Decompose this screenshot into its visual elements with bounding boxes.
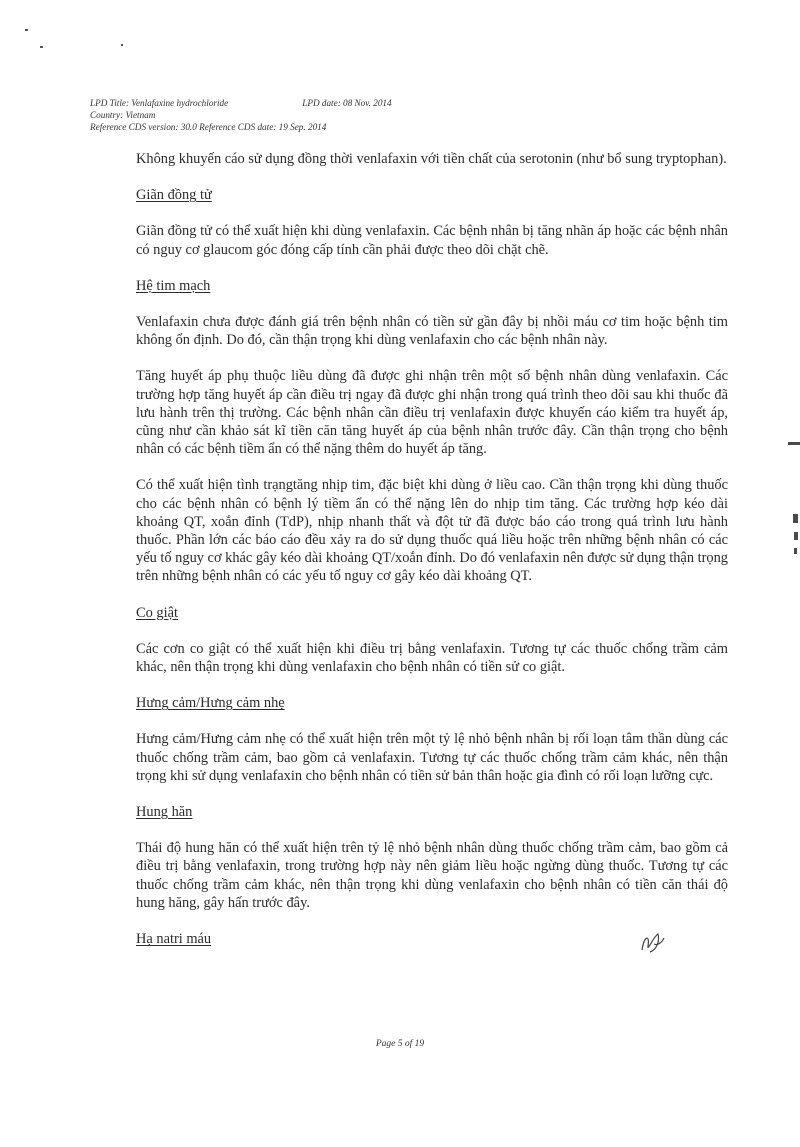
paragraph: Có thể xuất hiện tình trạngtăng nhịp tim, đặc biệt khi dùng ở liều cao. Cần thận trọng khi dùng thuốc cho các bệnh nhân có bệnh lý tiềm ẩn có thể nặng lên do nhịp tim tăng. Các trường hợp kéo dài khoảng QT, xoắn đỉnh (TdP), nhịp nhanh thất và đột tử đã được báo cáo trong quá trình lưu hành thuốc. Phần lớn các báo cáo đều xảy ra do sử dụng thuốc quá liều hoặc trên những bệnh nhân có các yếu tố nguy cơ khác gây kéo dài khoảng QT/xoắn đỉnh. Do đó venlafaxin nên được sử dụng thận trọng trên những bệnh nhân có các yếu tố nguy cơ gây kéo dài khoảng QT. [136,477,728,585]
country: Country: Vietnam [90,110,156,120]
paragraph: Thái độ hung hăn có thể xuất hiện trên tỷ lệ nhỏ bệnh nhân dùng thuốc chống trầm cảm, bao gồm cả điều trị bằng venlafaxin, trong trường hợp này nên giảm liều hoặc ngừng dùng thuốc. Tương tự các thuốc chống trầm cảm khác, nên thận trọng khi dùng venlafaxin cho bệnh nhân có tiền căn thái độ hung hăng, gây hấn trước đây. [136,840,728,911]
section-heading-cardiovascular: Hệ tim mạch [136,277,211,294]
page-number: Page 5 of 19 [375,1039,425,1049]
lpd-title: LPD Title: Venlafaxine hydrochloride [90,98,229,108]
section-heading-mania: Hưng cảm/Hưng cảm nhẹ [136,695,285,712]
lpd-date: LPD date: 08 Nov. 2014 [302,98,392,108]
section-heading-seizures: Co giật [136,604,178,621]
intro-paragraph: Không khuyến cáo sử dụng đồng thời venlafaxin với tiền chất của serotonin (như bổ sung tryptophan). [136,151,727,167]
scan-edge-mark [794,532,798,540]
scan-speck [121,44,123,46]
scan-edge-mark [788,442,800,445]
document-header [90,97,510,133]
paragraph: Hưng cảm/Hưng cảm nhẹ có thể xuất hiện trên một tỷ lệ nhỏ bệnh nhân bị rối loạn tâm thần dùng các thuốc chống trầm cảm, bao gồm cả venlafaxin. Tương tự các thuốc chống trầm cảm khác, nên thận trọng khi sử dụng venlafaxin cho bệnh nhân có tiền sử bản thân hoặc gia đình có rối loạn lưỡng cực. [136,731,728,784]
paragraph: Giãn đồng tử có thể xuất hiện khi dùng venlafaxin. Các bệnh nhân bị tăng nhãn áp hoặc các bệnh nhân có nguy cơ glaucom góc đóng cấp tính cần phải được theo dõi chặt chẽ. [136,223,728,258]
paragraph: Venlafaxin chưa được đánh giá trên bệnh nhân có tiền sử gần đây bị nhồi máu cơ tim hoặc bệnh tim không ổn định. Do đó, cần thận trọng khi dùng venlafaxin cho các bệnh nhân này. [136,314,728,349]
scan-speck [40,46,43,48]
scan-edge-mark [793,514,798,523]
section-heading-mydriasis: Giãn đồng tử [136,187,212,204]
section-heading-hyponatremia: Hạ natri máu [136,931,212,948]
reference-cds-version: Reference CDS version: 30.0 [90,122,197,132]
paragraph: Tăng huyết áp phụ thuộc liều dùng đã được ghi nhận trên một số bệnh nhân dùng venlafaxin. Các trường hợp tăng huyết áp cần điều trị ngay đã được ghi nhận trong quá trình theo dõi sau khi thuốc đã lưu hành trên thị trường. Các bệnh nhân cần điều trị venlafaxin được khuyến cáo kiểm tra huyết áp, cũng như cần khảo sát kĩ tiền căn tăng huyết áp của bệnh nhân trước đây. Cần thận trọng cho bệnh nhân có các bệnh tiềm ẩn có thể nặng thêm do huyết áp tăng. [136,368,728,458]
scan-speck [25,29,28,31]
section-heading-aggression: Hung hăn [136,804,193,821]
reference-cds-date: Reference CDS date: 19 Sep. 2014 [199,122,327,132]
paragraph: Các cơn co giật có thể xuất hiện khi điều trị bằng venlafaxin. Tương tự các thuốc chống trầm cảm khác, nên thận trọng khi dùng venlafaxin cho bệnh nhân có tiền sử co giật. [136,640,728,676]
document-body [136,150,728,966]
scan-edge-mark [794,548,797,554]
handwritten-initials [636,930,668,956]
